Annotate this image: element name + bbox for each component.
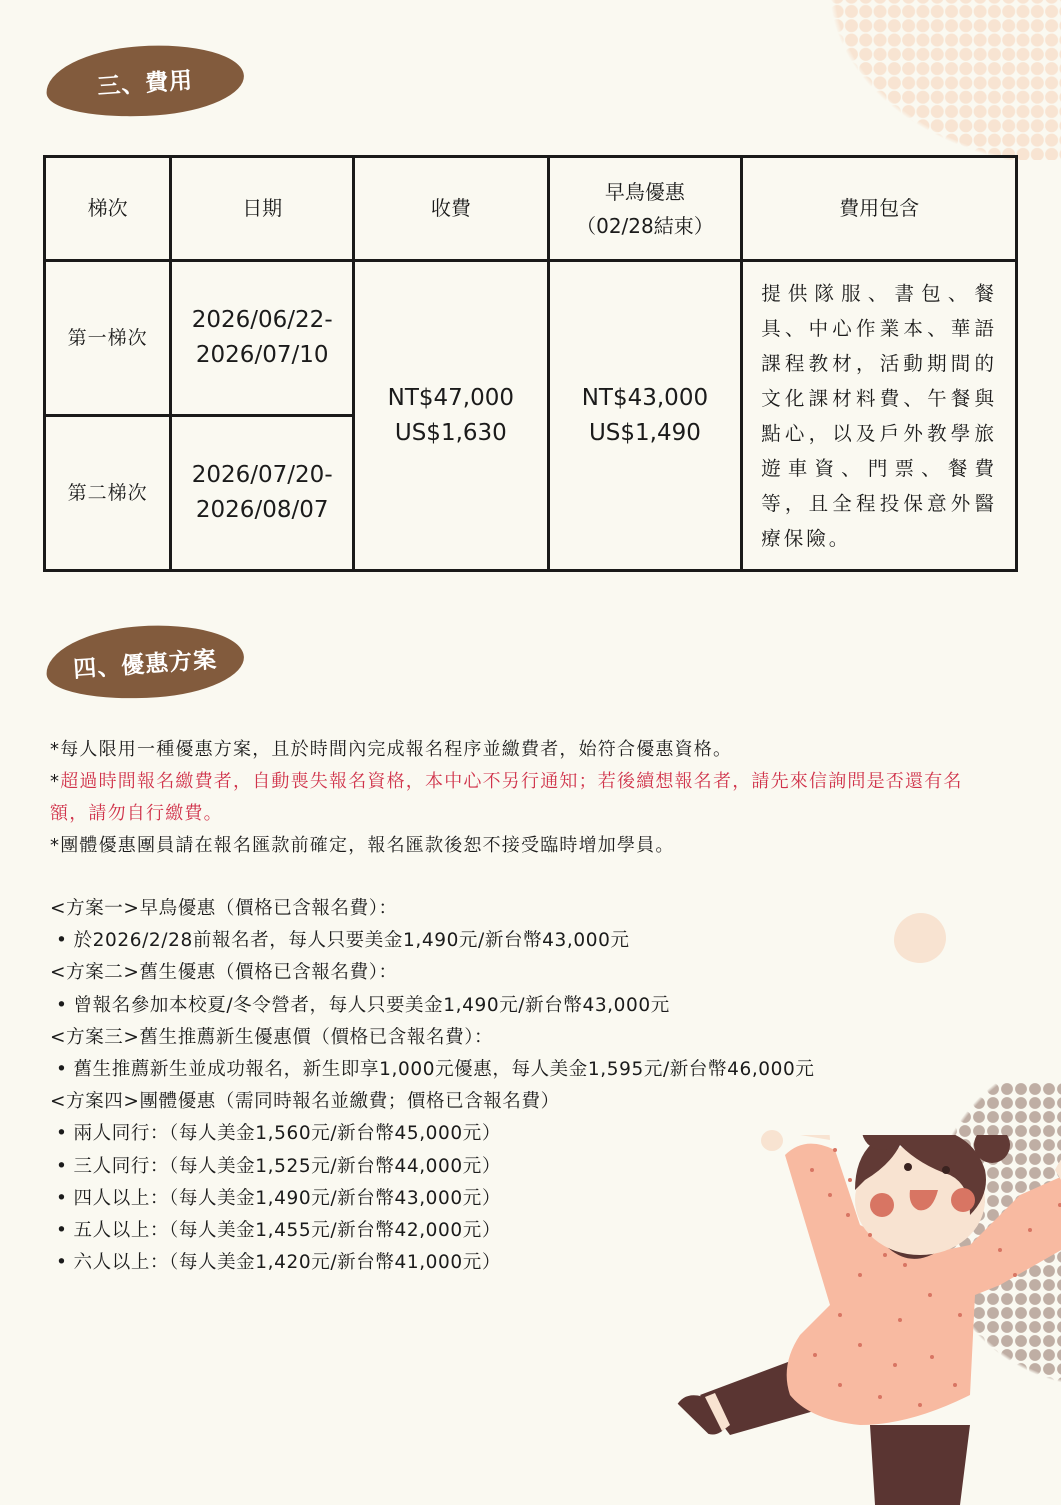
section-title-discount-text: 四、優惠方案 (72, 646, 218, 683)
warning-text: 超過時間報名繳費者，自動喪失報名資格，本中心不另行通知；若後續想報名者，請先來信詢問是否還有名額，請勿自行繳費。 (50, 771, 963, 824)
plan-item: • 曾報名參加本校夏/冬令營者，每人只要美金1,490元/新台幣43,000元 (50, 990, 950, 1022)
plan-item: • 六人以上：（每人美金1,420元/新台幣41,000元） (50, 1247, 950, 1279)
date-end: 2026/07/10 (195, 342, 329, 368)
plan-item: • 四人以上：（每人美金1,490元/新台幣43,000元） (50, 1183, 950, 1215)
header-early-bird-deadline: （02/28結束） (576, 213, 714, 238)
date-cell (171, 416, 354, 571)
includes-line: 等，且全程投保意外醫 (761, 491, 997, 515)
plan-item: • 兩人同行：（每人美金1,560元/新台幣45,000元） (50, 1118, 950, 1150)
includes-line: 療保險。 (761, 526, 852, 550)
plan-title: <方案二>舊生優惠（價格已含報名費）： (50, 962, 398, 984)
note-late-registration-warning (50, 766, 980, 830)
includes-line: 課程教材，活動期間的 (761, 351, 997, 375)
includes-cell (742, 261, 1017, 571)
includes-line: 點心，以及戶外教學旅 (761, 421, 997, 445)
date-start: 2026/07/20- (191, 462, 333, 488)
plan-item: • 三人同行：（每人美金1,525元/新台幣44,000元） (50, 1151, 950, 1183)
fee-table-header-row (45, 157, 1017, 261)
section-title-discount (44, 619, 247, 705)
date-end: 2026/08/07 (195, 497, 329, 523)
header-date: 日期 (171, 157, 354, 261)
date-start: 2026/06/22- (191, 307, 333, 333)
note-group-confirmation: *團體優惠團員請在報名匯款前確定，報名匯款後恕不接受臨時增加學員。 (50, 835, 675, 856)
batch-cell: 第一梯次 (45, 261, 171, 416)
early-bird-cell (548, 261, 742, 571)
header-early-bird-title: 早鳥優惠 (604, 179, 685, 204)
fee-usd: US$1,630 (394, 419, 507, 446)
includes-line: 遊車資、門票、餐費 (761, 456, 997, 480)
plan-item: • 於2026/2/28前報名者，每人只要美金1,490元/新台幣43,000元 (50, 925, 950, 957)
fee-table (43, 155, 1018, 572)
plan-title: <方案一>早鳥優惠（價格已含報名費）： (50, 898, 398, 919)
date-cell (171, 261, 354, 416)
discount-notes (50, 734, 980, 862)
fee-cell (354, 261, 549, 571)
girl-illustration (670, 1135, 1061, 1505)
plan-item: • 舊生推薦新生並成功報名，新生即享1,000元優惠，每人美金1,595元/新台幣46,000元 (50, 1054, 950, 1086)
includes-line: 文化課材料費、午餐與 (761, 386, 997, 410)
header-batch: 梯次 (45, 157, 171, 261)
early-bird-ntd: NT$43,000 (581, 384, 709, 411)
fee-ntd: NT$47,000 (387, 384, 515, 411)
early-bird-usd: US$1,490 (588, 419, 701, 446)
section-title-fees-text: 三、費用 (96, 67, 194, 100)
plan-title: <方案四>團體優惠（需同時報名並繳費；價格已含報名費） (50, 1091, 560, 1113)
includes-line: 具、中心作業本、華語 (761, 316, 997, 340)
note-one-discount-limit: *每人限用一種優惠方案，且於時間內完成報名程序並繳費者，始符合優惠資格。 (50, 739, 733, 760)
header-fee: 收費 (354, 157, 549, 261)
note-star: * (50, 771, 61, 792)
header-includes: 費用包含 (742, 157, 1017, 261)
dot-pattern-top-decoration (830, 0, 1061, 160)
table-row (45, 261, 1017, 416)
plan-title: <方案三>舊生推薦新生優惠價（價格已含報名費）： (50, 1026, 494, 1048)
section-title-fees (44, 39, 246, 123)
header-early-bird (548, 157, 742, 261)
batch-cell: 第二梯次 (45, 416, 171, 571)
includes-line: 提供隊服、書包、餐 (761, 281, 997, 305)
plan-item: • 五人以上：（每人美金1,455元/新台幣42,000元） (50, 1215, 950, 1247)
